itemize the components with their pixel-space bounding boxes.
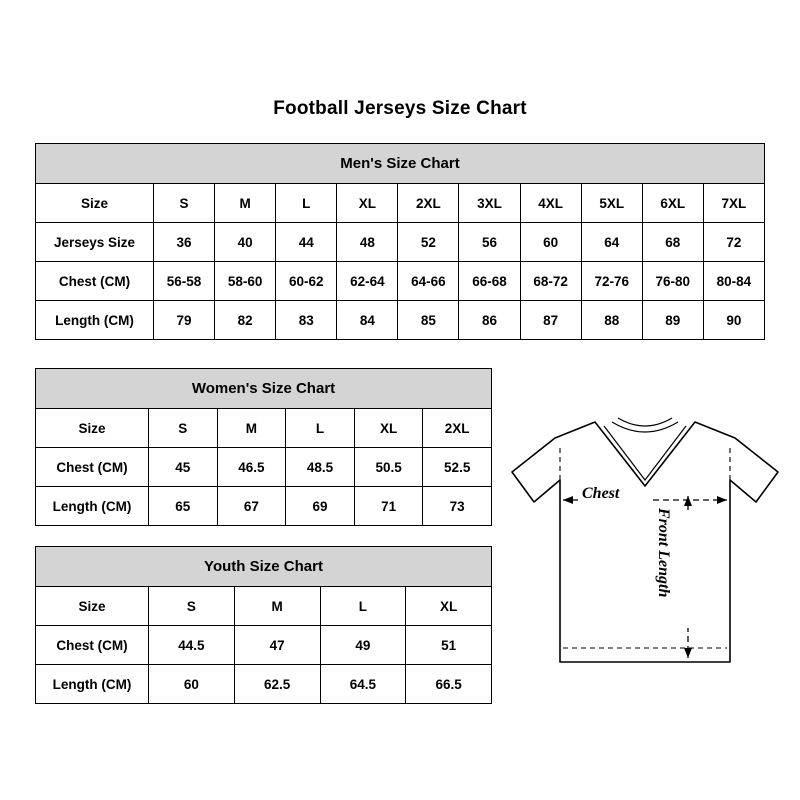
table-cell: 72-76 [581, 262, 642, 301]
table-header-row [36, 184, 765, 223]
row-label: Length (CM) [36, 665, 149, 704]
table-cell: 60 [520, 223, 581, 262]
table-cell: 52 [398, 223, 459, 262]
table-cell: 80-84 [703, 262, 764, 301]
table-cell: 65 [149, 487, 218, 526]
table-row [36, 223, 765, 262]
table-cell: 62.5 [234, 665, 320, 704]
tshirt-measurement-diagram [500, 400, 790, 690]
column-header: XL [337, 184, 398, 223]
table-row [36, 665, 492, 704]
column-header: S [154, 184, 215, 223]
column-header: 2XL [423, 409, 492, 448]
table-cell: 72 [703, 223, 764, 262]
table-cell: 71 [354, 487, 423, 526]
table-cell: 56-58 [154, 262, 215, 301]
row-label: Jerseys Size [36, 223, 154, 262]
youth-size-table [35, 546, 492, 704]
table-row [36, 626, 492, 665]
column-header: S [149, 587, 235, 626]
table-cell: 66-68 [459, 262, 520, 301]
column-header: M [234, 587, 320, 626]
womens-table-caption: Women's Size Chart [35, 368, 492, 408]
column-header: L [286, 409, 355, 448]
table-cell: 87 [520, 301, 581, 340]
table-header-row [36, 409, 492, 448]
column-header: Size [36, 409, 149, 448]
table-cell: 79 [154, 301, 215, 340]
column-header: 5XL [581, 184, 642, 223]
table-cell: 83 [276, 301, 337, 340]
table-cell: 40 [215, 223, 276, 262]
column-header: XL [406, 587, 492, 626]
table-cell: 90 [703, 301, 764, 340]
table-cell: 46.5 [217, 448, 286, 487]
table-cell: 64.5 [320, 665, 406, 704]
column-header: XL [354, 409, 423, 448]
table-row [36, 262, 765, 301]
table-cell: 58-60 [215, 262, 276, 301]
youth-table-caption: Youth Size Chart [35, 546, 492, 586]
row-label: Chest (CM) [36, 262, 154, 301]
column-header: Size [36, 587, 149, 626]
table-cell: 68 [642, 223, 703, 262]
column-header: L [276, 184, 337, 223]
column-header: 3XL [459, 184, 520, 223]
womens-size-table [35, 368, 492, 526]
row-label: Chest (CM) [36, 448, 149, 487]
column-header: Size [36, 184, 154, 223]
mens-size-table [35, 143, 765, 340]
table-cell: 49 [320, 626, 406, 665]
table-cell: 60-62 [276, 262, 337, 301]
mens-size-chart [35, 143, 765, 340]
table-cell: 67 [217, 487, 286, 526]
womens-size-chart [35, 368, 492, 526]
table-cell: 85 [398, 301, 459, 340]
table-cell: 50.5 [354, 448, 423, 487]
table-cell: 44 [276, 223, 337, 262]
table-cell: 36 [154, 223, 215, 262]
youth-size-chart [35, 546, 492, 704]
row-label: Length (CM) [36, 301, 154, 340]
tshirt-icon [500, 400, 790, 690]
table-cell: 60 [149, 665, 235, 704]
row-label: Chest (CM) [36, 626, 149, 665]
table-cell: 89 [642, 301, 703, 340]
chest-measure-label: Chest [582, 485, 620, 502]
table-cell: 64-66 [398, 262, 459, 301]
column-header: L [320, 587, 406, 626]
table-cell: 73 [423, 487, 492, 526]
column-header: S [149, 409, 218, 448]
table-cell: 68-72 [520, 262, 581, 301]
table-cell: 44.5 [149, 626, 235, 665]
table-cell: 51 [406, 626, 492, 665]
page-title: Football Jerseys Size Chart [273, 98, 527, 119]
table-cell: 62-64 [337, 262, 398, 301]
table-cell: 82 [215, 301, 276, 340]
column-header: M [215, 184, 276, 223]
column-header: M [217, 409, 286, 448]
row-label: Length (CM) [36, 487, 149, 526]
table-cell: 69 [286, 487, 355, 526]
table-cell: 52.5 [423, 448, 492, 487]
table-cell: 84 [337, 301, 398, 340]
table-cell: 48.5 [286, 448, 355, 487]
table-cell: 47 [234, 626, 320, 665]
table-cell: 76-80 [642, 262, 703, 301]
mens-table-caption: Men's Size Chart [35, 143, 765, 183]
table-row [36, 301, 765, 340]
table-header-row [36, 587, 492, 626]
table-cell: 86 [459, 301, 520, 340]
table-row [36, 448, 492, 487]
table-cell: 45 [149, 448, 218, 487]
column-header: 2XL [398, 184, 459, 223]
table-row [36, 487, 492, 526]
column-header: 4XL [520, 184, 581, 223]
front-length-measure-label: Front Length [655, 508, 672, 598]
table-cell: 88 [581, 301, 642, 340]
table-cell: 48 [337, 223, 398, 262]
column-header: 7XL [703, 184, 764, 223]
table-cell: 56 [459, 223, 520, 262]
table-cell: 66.5 [406, 665, 492, 704]
table-cell: 64 [581, 223, 642, 262]
column-header: 6XL [642, 184, 703, 223]
